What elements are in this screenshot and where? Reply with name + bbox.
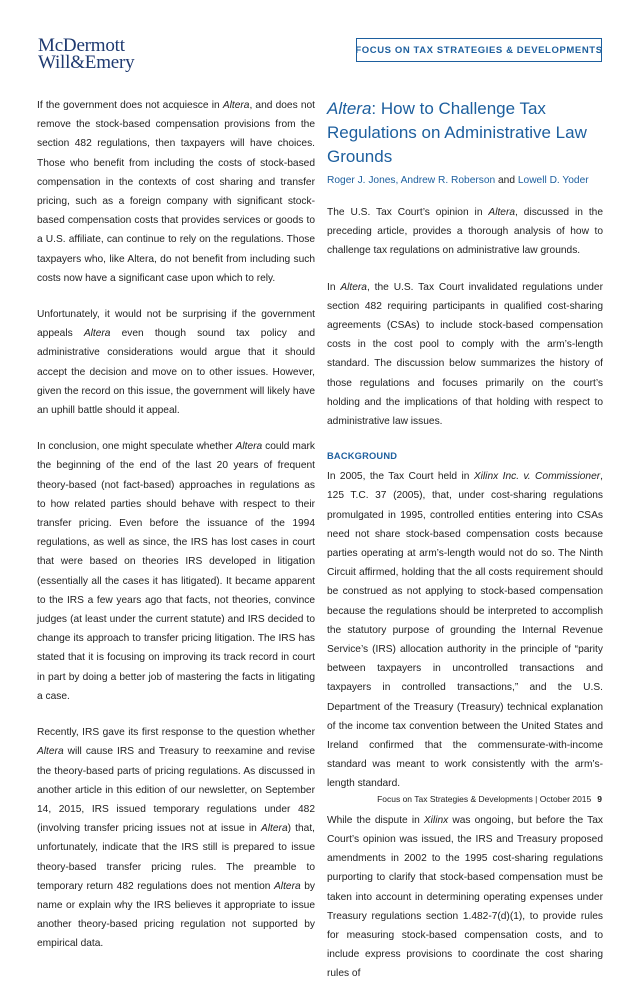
author-link[interactable]: Roger J. Jones, Andrew R. Roberson: [327, 175, 496, 186]
footer-text: Focus on Tax Strategies & Developments | October 2015: [377, 794, 592, 804]
article-title: Altera: How to Challenge Tax Regulations on Administrative Law Grounds: [327, 99, 587, 166]
page-number: 9: [597, 794, 602, 804]
left-column: [37, 96, 315, 954]
left-paragraph-1: If the government does not acquiesce in Altera, and does not remove the stock-based compensation provisions from the section 482 regulations, then taxpayers will have choices. Those who benefit from including the costs of stock-based compensation in the contexts of cost sharing and transfer pricing, such as a foreign company with significant stock-based compensation costs that provides services or goods to a U.S. affiliate, can continue to rely on the regulations. Those taxpayers who, like Altera, do not benefit from including such costs now have a significant case upon which to rely.: [37, 100, 315, 284]
mcdermott-logo: [38, 37, 134, 71]
article-paragraph-3: In 2005, the Tax Court held in Xilinx Inc. v. Commissioner, 125 T.C. 37 (2005), that, under cost-sharing regulations promulgated in 1995, controlled entities entering into CSAs need not share stock-based compensation costs because parties operating at arm’s-length would not do so. The Ninth Circuit affirmed, holding that the all costs requirement should be construed as not applying to stock-based compensation because the regulations should be interpreted to accomplish the statutory purpose of grounding the Internal Revenue Service’s (IRS) allocation authority in the principle of “parity between taxpayers in uncontrolled transactions and taxpayers in controlled transactions,” and the U.S. Department of the Treasury (Treasury) technical explanation of the income tax convention between the United States and Ireland confirmed that the commensurate-with-income standard was meant to work consistently with the arm’s-length standard.: [327, 471, 603, 790]
article-paragraph-4: While the dispute in Xilinx was ongoing, but before the Tax Court’s opinion was issued, the IRS and Treasury proposed amendments in 2002 to the 1995 cost-sharing regulations purporting to clarify that stock-based compensation must be taken into account in determining operating expenses under Treasury regulations section 1.482-7(d)(1), to provide rules for measuring stock-based compensation costs, and to include express provisions to coordinate the cost sharing rules of: [327, 814, 603, 980]
article-authors: Roger J. Jones, Andrew R. Roberson and Lowell D. Yoder: [327, 175, 589, 186]
article-paragraph-2: In Altera, the U.S. Tax Court invalidated regulations under section 482 requiring participants in qualified cost-sharing agreements (CSAs) to include stock-based compensation costs in the cost pool to comply with the arm’s-length standard. The discussion below summarizes the history of those regulations and focuses primarily on the court’s holding and the implications of that holding with respect to administrative law issues.: [327, 281, 603, 428]
left-paragraph-4: Recently, IRS gave its first response to the question whether Altera will cause IRS and Treasury to reexamine and revise the theory-based parts of pricing regulations. As discussed in another article in this edition of our newsletter, on September 14, 2015, IRS issued temporary regulations under 482 (involving transfer pricing issues not at issue in Altera) that, unfortunately, indicate that the IRS still is prepared to issue theory-based transfer pricing rules. The preamble to temporary return 482 regulations does not mention Altera by name or explain why the IRS believes it appropriate to issue another theory-based pricing regulation not supported by empirical data.: [37, 727, 316, 950]
left-paragraph-3: In conclusion, one might speculate whether Altera could mark the beginning of the end of the last 20 years of frequent theory-based (not fact-based) approaches in regulations as to how related parties should behave with respect to their transfer pricing. Even before the issuance of the 1994 regulations, as well as since, the IRS has lost cases in court that were based on theories IRS developed in litigation (essentially all the cases it has litigated). It became apparent to the IRS a few years ago that facts, not theories, convince judges (at least under the current statute) and IRS decided to change its approach to transfer pricing litigation. The IRS has stated that it is focusing on improving its track record in court in part by doing a better job of mastering the facts in litigating a case.: [37, 441, 315, 702]
author-link[interactable]: Lowell D. Yoder: [517, 175, 589, 186]
article-paragraph-1: The U.S. Tax Court’s opinion in Altera, discussed in the preceding article, provides a thorough analysis of how to challenge tax regulations on administrative law grounds.: [327, 207, 604, 257]
newsletter-banner-label: FOCUS ON TAX STRATEGIES & DEVELOPMENTS: [355, 44, 603, 56]
newsletter-banner: [356, 38, 602, 62]
left-paragraph-2: Unfortunately, it would not be surprising if the government appeals Altera even though sound tax policy and administrative considerations would argue that it should accept the decision and move on to other issues. However, given the record on this issue, the government will likely have an uphill battle should it appeal.: [37, 309, 315, 417]
page-footer: [377, 794, 602, 804]
logo-line-1: McDermott: [38, 35, 125, 56]
section-heading: BACKGROUND: [327, 451, 398, 462]
right-column: [327, 97, 603, 984]
logo-line-2: Will&Emery: [38, 52, 135, 73]
